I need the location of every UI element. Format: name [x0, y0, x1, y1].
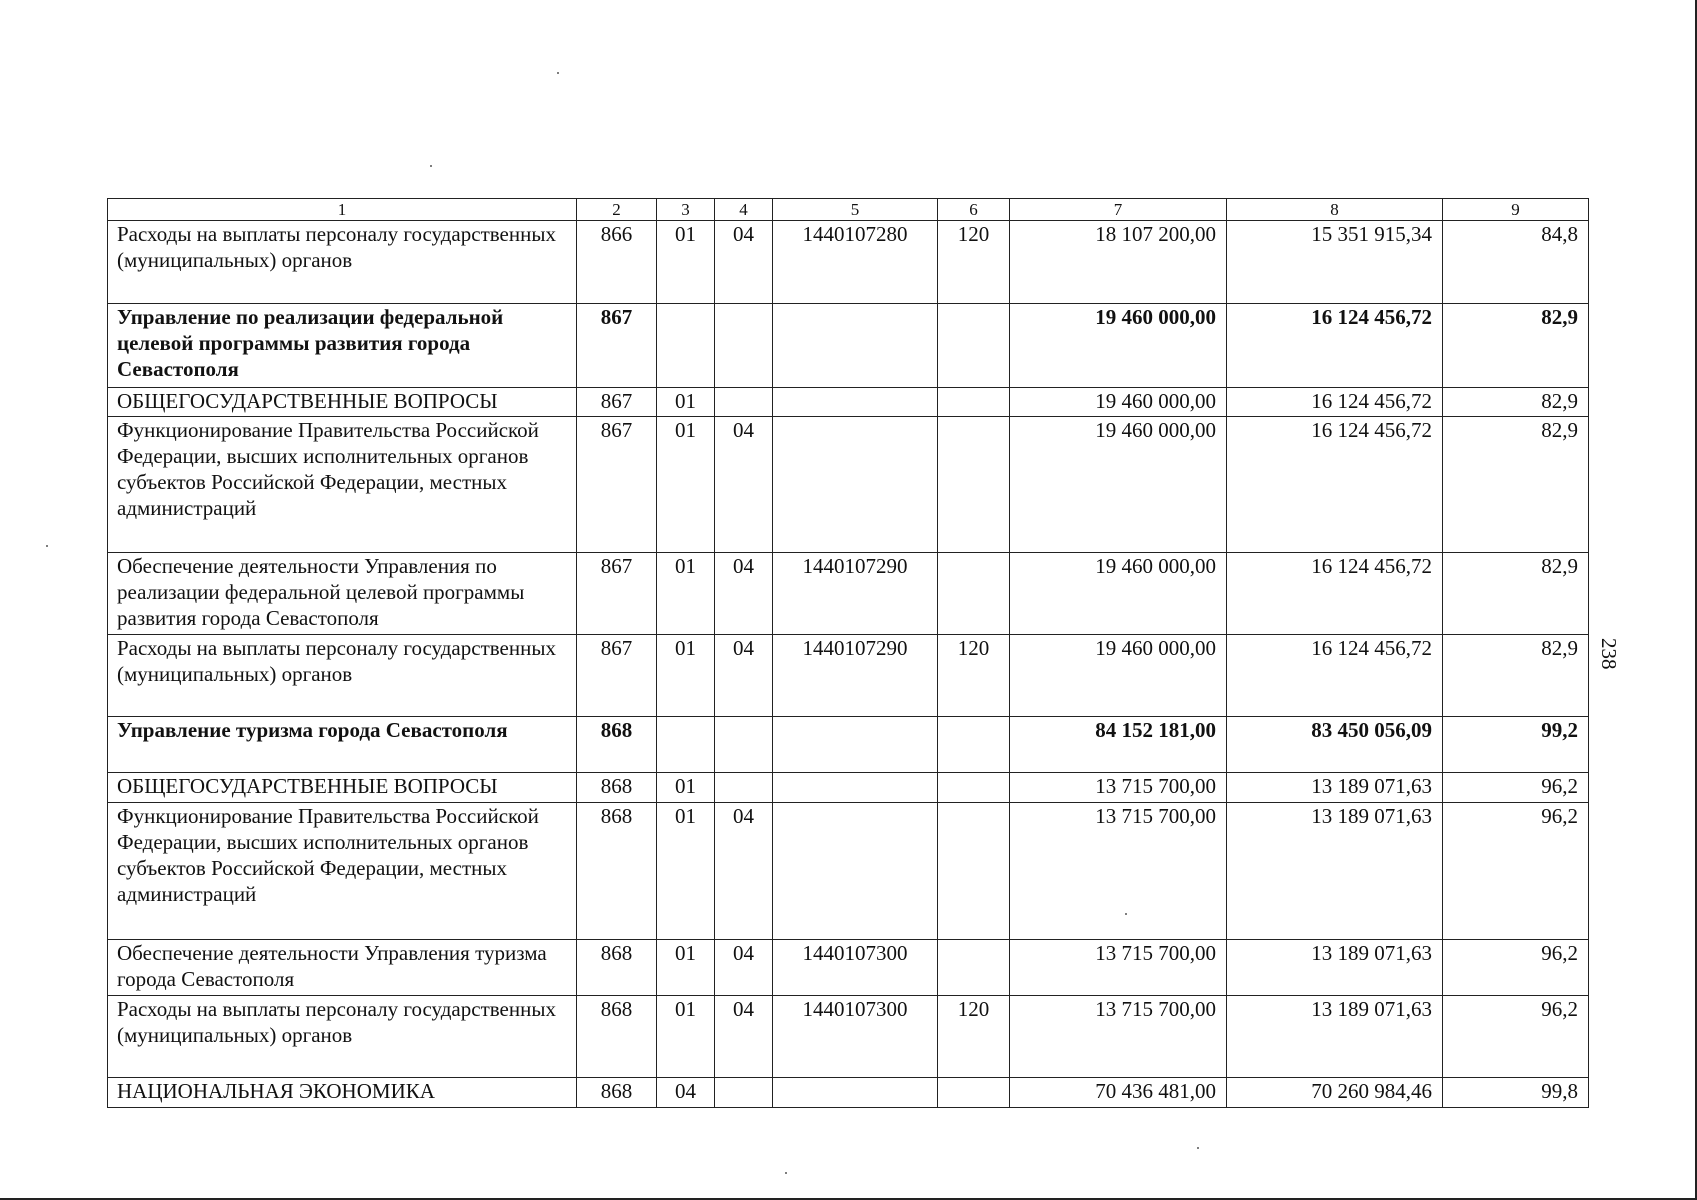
- cell-section: 01: [657, 635, 715, 717]
- cell-section: 01: [657, 417, 715, 553]
- row-name: НАЦИОНАЛЬНАЯ ЭКОНОМИКА: [108, 1078, 577, 1108]
- cell-target-article: 1440107280: [773, 221, 938, 304]
- cell-target-article: [773, 717, 938, 773]
- cell-actual: 83 450 056,09: [1227, 717, 1443, 773]
- row-name: ОБЩЕГОСУДАРСТВЕННЫЕ ВОПРОСЫ: [108, 773, 577, 803]
- cell-section: 01: [657, 996, 715, 1078]
- cell-code: 866: [577, 221, 657, 304]
- column-header: 8: [1227, 199, 1443, 221]
- cell-expense-type: [938, 1078, 1010, 1108]
- cell-target-article: [773, 417, 938, 553]
- cell-target-article: [773, 803, 938, 940]
- column-header: 3: [657, 199, 715, 221]
- cell-expense-type: [938, 940, 1010, 996]
- row-name: Управление туризма города Севастополя: [108, 717, 577, 773]
- row-name: Расходы на выплаты персоналу государственных (муниципальных) органов: [108, 996, 577, 1078]
- row-name: Функционирование Правительства Российской Федерации, высших исполнительных органов субъектов Российской Федерации, местных администраций: [108, 803, 577, 940]
- cell-code: 868: [577, 773, 657, 803]
- cell-section: 01: [657, 773, 715, 803]
- page-number: 238: [1597, 638, 1621, 670]
- cell-planned: 13 715 700,00: [1010, 773, 1227, 803]
- cell-percent: 82,9: [1443, 417, 1589, 553]
- row-name: ОБЩЕГОСУДАРСТВЕННЫЕ ВОПРОСЫ: [108, 388, 577, 417]
- cell-planned: 19 460 000,00: [1010, 417, 1227, 553]
- cell-section: 04: [657, 1078, 715, 1108]
- cell-subsection: 04: [715, 635, 773, 717]
- cell-subsection: 04: [715, 996, 773, 1078]
- cell-expense-type: [938, 717, 1010, 773]
- cell-percent: 99,8: [1443, 1078, 1589, 1108]
- cell-expense-type: 120: [938, 996, 1010, 1078]
- cell-percent: 82,9: [1443, 635, 1589, 717]
- table-row: [108, 1078, 1589, 1108]
- column-header: 6: [938, 199, 1010, 221]
- cell-code: 867: [577, 635, 657, 717]
- cell-actual: 16 124 456,72: [1227, 304, 1443, 388]
- cell-target-article: [773, 304, 938, 388]
- cell-expense-type: [938, 417, 1010, 553]
- cell-code: 868: [577, 717, 657, 773]
- cell-target-article: [773, 388, 938, 417]
- cell-planned: 13 715 700,00: [1010, 940, 1227, 996]
- table-row: [108, 553, 1589, 635]
- cell-percent: 82,9: [1443, 553, 1589, 635]
- cell-actual: 70 260 984,46: [1227, 1078, 1443, 1108]
- cell-code: 868: [577, 996, 657, 1078]
- cell-subsection: 04: [715, 940, 773, 996]
- cell-section: [657, 304, 715, 388]
- table-row: [108, 773, 1589, 803]
- column-header: 1: [108, 199, 577, 221]
- table-row: [108, 803, 1589, 940]
- cell-target-article: [773, 1078, 938, 1108]
- row-name: Расходы на выплаты персоналу государственных (муниципальных) органов: [108, 221, 577, 304]
- scan-speck: [557, 72, 559, 74]
- cell-planned: 19 460 000,00: [1010, 388, 1227, 417]
- scan-speck: [430, 165, 432, 167]
- cell-subsection: 04: [715, 221, 773, 304]
- column-header: 5: [773, 199, 938, 221]
- cell-percent: 82,9: [1443, 388, 1589, 417]
- cell-planned: 19 460 000,00: [1010, 635, 1227, 717]
- header-row: [108, 199, 1589, 221]
- table-row: [108, 940, 1589, 996]
- cell-code: 867: [577, 417, 657, 553]
- cell-expense-type: [938, 773, 1010, 803]
- cell-subsection: 04: [715, 803, 773, 940]
- cell-subsection: [715, 304, 773, 388]
- cell-actual: 16 124 456,72: [1227, 388, 1443, 417]
- cell-target-article: 1440107300: [773, 996, 938, 1078]
- column-header: 7: [1010, 199, 1227, 221]
- cell-subsection: [715, 388, 773, 417]
- cell-percent: 96,2: [1443, 803, 1589, 940]
- cell-target-article: 1440107300: [773, 940, 938, 996]
- cell-section: 01: [657, 940, 715, 996]
- cell-target-article: 1440107290: [773, 553, 938, 635]
- table-row: [108, 996, 1589, 1078]
- cell-expense-type: 120: [938, 221, 1010, 304]
- cell-section: 01: [657, 803, 715, 940]
- cell-subsection: 04: [715, 417, 773, 553]
- cell-subsection: [715, 717, 773, 773]
- table-row: [108, 417, 1589, 553]
- cell-section: 01: [657, 388, 715, 417]
- cell-expense-type: 120: [938, 635, 1010, 717]
- cell-target-article: 1440107290: [773, 635, 938, 717]
- column-header: 9: [1443, 199, 1589, 221]
- scan-speck: [1197, 1147, 1199, 1149]
- cell-actual: 15 351 915,34: [1227, 221, 1443, 304]
- scan-speck: [785, 1172, 787, 1174]
- cell-code: 868: [577, 1078, 657, 1108]
- table-row: [108, 304, 1589, 388]
- cell-code: 868: [577, 940, 657, 996]
- cell-target-article: [773, 773, 938, 803]
- cell-expense-type: [938, 304, 1010, 388]
- cell-section: 01: [657, 553, 715, 635]
- cell-subsection: 04: [715, 553, 773, 635]
- budget-table: [107, 198, 1589, 1108]
- column-header: 2: [577, 199, 657, 221]
- cell-planned: 19 460 000,00: [1010, 553, 1227, 635]
- row-name: Расходы на выплаты персоналу государственных (муниципальных) органов: [108, 635, 577, 717]
- cell-percent: 99,2: [1443, 717, 1589, 773]
- table-row: [108, 717, 1589, 773]
- table-row: [108, 635, 1589, 717]
- cell-percent: 96,2: [1443, 996, 1589, 1078]
- cell-planned: 13 715 700,00: [1010, 996, 1227, 1078]
- cell-expense-type: [938, 803, 1010, 940]
- cell-actual: 13 189 071,63: [1227, 803, 1443, 940]
- cell-percent: 96,2: [1443, 940, 1589, 996]
- cell-expense-type: [938, 553, 1010, 635]
- cell-subsection: [715, 773, 773, 803]
- cell-code: 868: [577, 803, 657, 940]
- cell-section: [657, 717, 715, 773]
- cell-percent: 96,2: [1443, 773, 1589, 803]
- cell-planned: 70 436 481,00: [1010, 1078, 1227, 1108]
- cell-actual: 13 189 071,63: [1227, 773, 1443, 803]
- cell-planned: 13 715 700,00: [1010, 803, 1227, 940]
- cell-percent: 84,8: [1443, 221, 1589, 304]
- cell-expense-type: [938, 388, 1010, 417]
- row-name: Функционирование Правительства Российской Федерации, высших исполнительных органов субъектов Российской Федерации, местных администраций: [108, 417, 577, 553]
- cell-planned: 19 460 000,00: [1010, 304, 1227, 388]
- cell-planned: 18 107 200,00: [1010, 221, 1227, 304]
- scan-speck: [46, 545, 48, 547]
- cell-code: 867: [577, 304, 657, 388]
- cell-actual: 16 124 456,72: [1227, 553, 1443, 635]
- row-name: Управление по реализации федеральной целевой программы развития города Севастополя: [108, 304, 577, 388]
- cell-code: 867: [577, 388, 657, 417]
- table-row: [108, 221, 1589, 304]
- cell-planned: 84 152 181,00: [1010, 717, 1227, 773]
- column-header: 4: [715, 199, 773, 221]
- cell-actual: 16 124 456,72: [1227, 417, 1443, 553]
- table-row: [108, 388, 1589, 417]
- row-name: Обеспечение деятельности Управления туризма города Севастополя: [108, 940, 577, 996]
- cell-actual: 13 189 071,63: [1227, 996, 1443, 1078]
- cell-actual: 13 189 071,63: [1227, 940, 1443, 996]
- cell-code: 867: [577, 553, 657, 635]
- cell-subsection: [715, 1078, 773, 1108]
- cell-percent: 82,9: [1443, 304, 1589, 388]
- cell-section: 01: [657, 221, 715, 304]
- row-name: Обеспечение деятельности Управления по реализации федеральной целевой программы развития города Севастополя: [108, 553, 577, 635]
- cell-actual: 16 124 456,72: [1227, 635, 1443, 717]
